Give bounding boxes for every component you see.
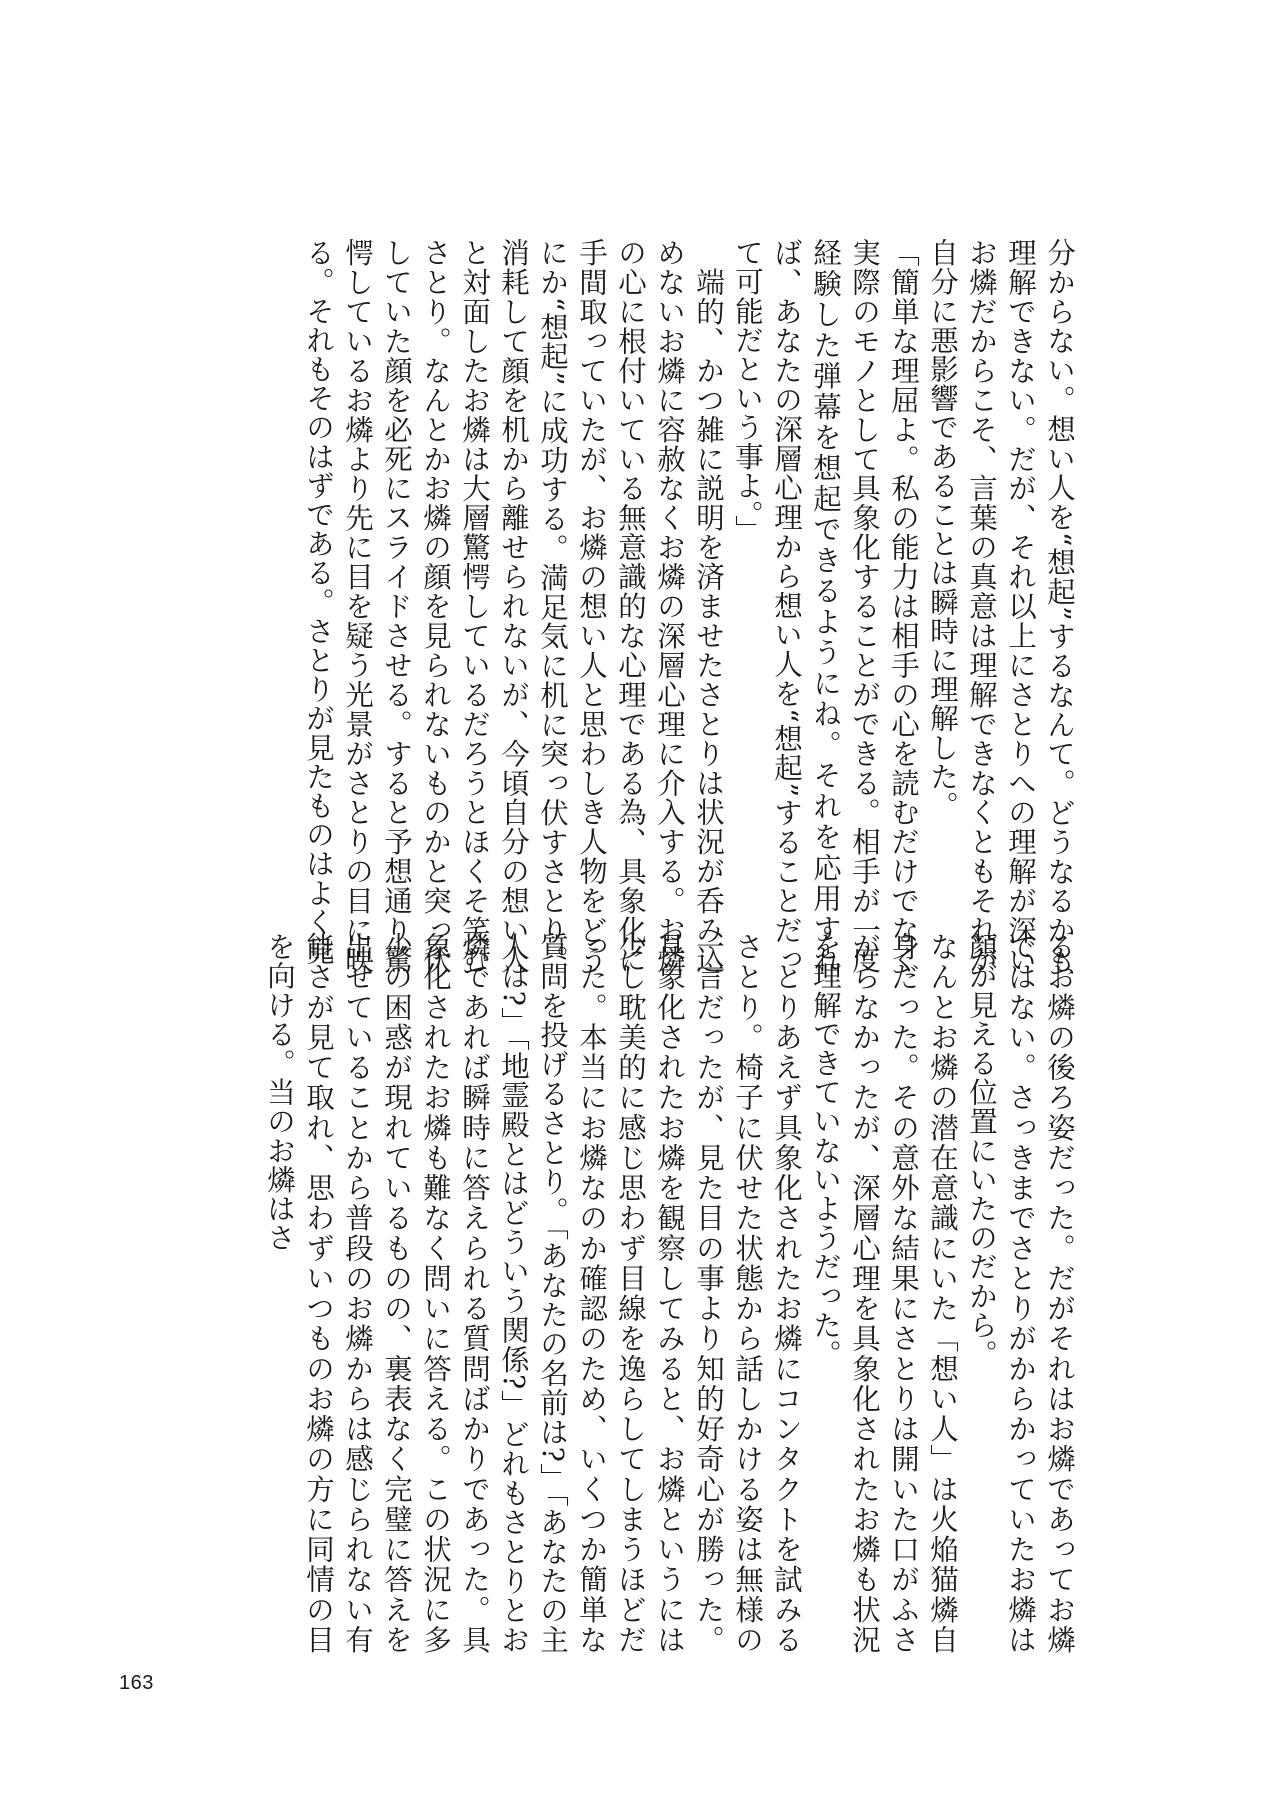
paragraph: 「簡単な理屈よ。私の能力は相手の心を読むだけでなく実際のモノとして具象化することができる。相手が一度経験した弾幕を想起できるようにね。それを応用すれば、あなたの深層心理から想い人を“想起”することだって可能だという事よ。」 — [731, 238, 920, 974]
paragraph: るお燐の後ろ姿だった。だがそれはお燐であってお燐ではない。さっきまでさとりがからかっていたお燐は顔が見える位置にいたのだから。 — [965, 932, 1076, 1654]
text-block-bottom — [79, 932, 1079, 1654]
paragraph: 端的、かつ雑に説明を済ませたさとりは状況が呑み込めないお燐に容赦なくお燐の深層心理に介入する。お燐の心に根付いている無意識的な心理である為、具象化に手間取っていたが、お燐の想い人と思わしき人物をどうにか“想起”に成功する。満足気に机に突っ伏すさとり。消耗して顔を机から離せられないが、今頃自分の想い人と対面したお燐は大層驚愕しているだろうとほくそ笑むさとり。なんとかお燐の顔を見られないものかと突っ伏していた顔を必死にスライドさせる。すると予想通り驚愕しているお燐より先に目を疑う光景がさとりの目に映る。それもそのはずである。さとりが見たものはよく見 — [302, 238, 725, 974]
paragraph: とりあえず具象化されたお燐にコンタクトを試みるさとり。椅子に伏せた状態から話しかける姿は無様の一言だったが、見た目の事より知的好奇心が勝った。具象化されたお燐を観察してみると、お燐というには少し耽美的に感じ思わず目線を逸らしてしまうほどだった。本当にお燐なのか確認のため、いくつか簡単な質問を投げるさとり。「あなたの名前は?」「あなたの主人は?」「地霊殿とはどういう関係?」どれもさとりとお燐であれば瞬時に答えられる質問ばかりであった。具象化されたお燐も難なく問いに答える。この状況に多少の困惑が現れているものの、裏表なく完璧に答えを出せていることから普段のお燐からは感じられない有能さが見て取れ、思わずいつものお燐の方に同情の目を向ける。当のお燐はさ — [263, 932, 803, 1654]
paragraph: 分からない。想い人を“想起”するなんて。どうなるかも理解できない。だが、それ以上にさとりへの理解が深いお燐だからこそ、言葉の真意は理解できなくともそれが自分に悪影響であることは瞬時に理解した。 — [926, 238, 1076, 974]
paragraph: なんとお燐の潜在意識にいた「想い人」は火焔猫燐自身だった。その意外な結果にさとりは開いた口がふさがらなかったが、深層心理を具象化されたお燐も状況を理解できていないようだった。 — [809, 932, 959, 1654]
page-number: 163 — [119, 1672, 154, 1694]
text-block-top — [79, 238, 1079, 974]
